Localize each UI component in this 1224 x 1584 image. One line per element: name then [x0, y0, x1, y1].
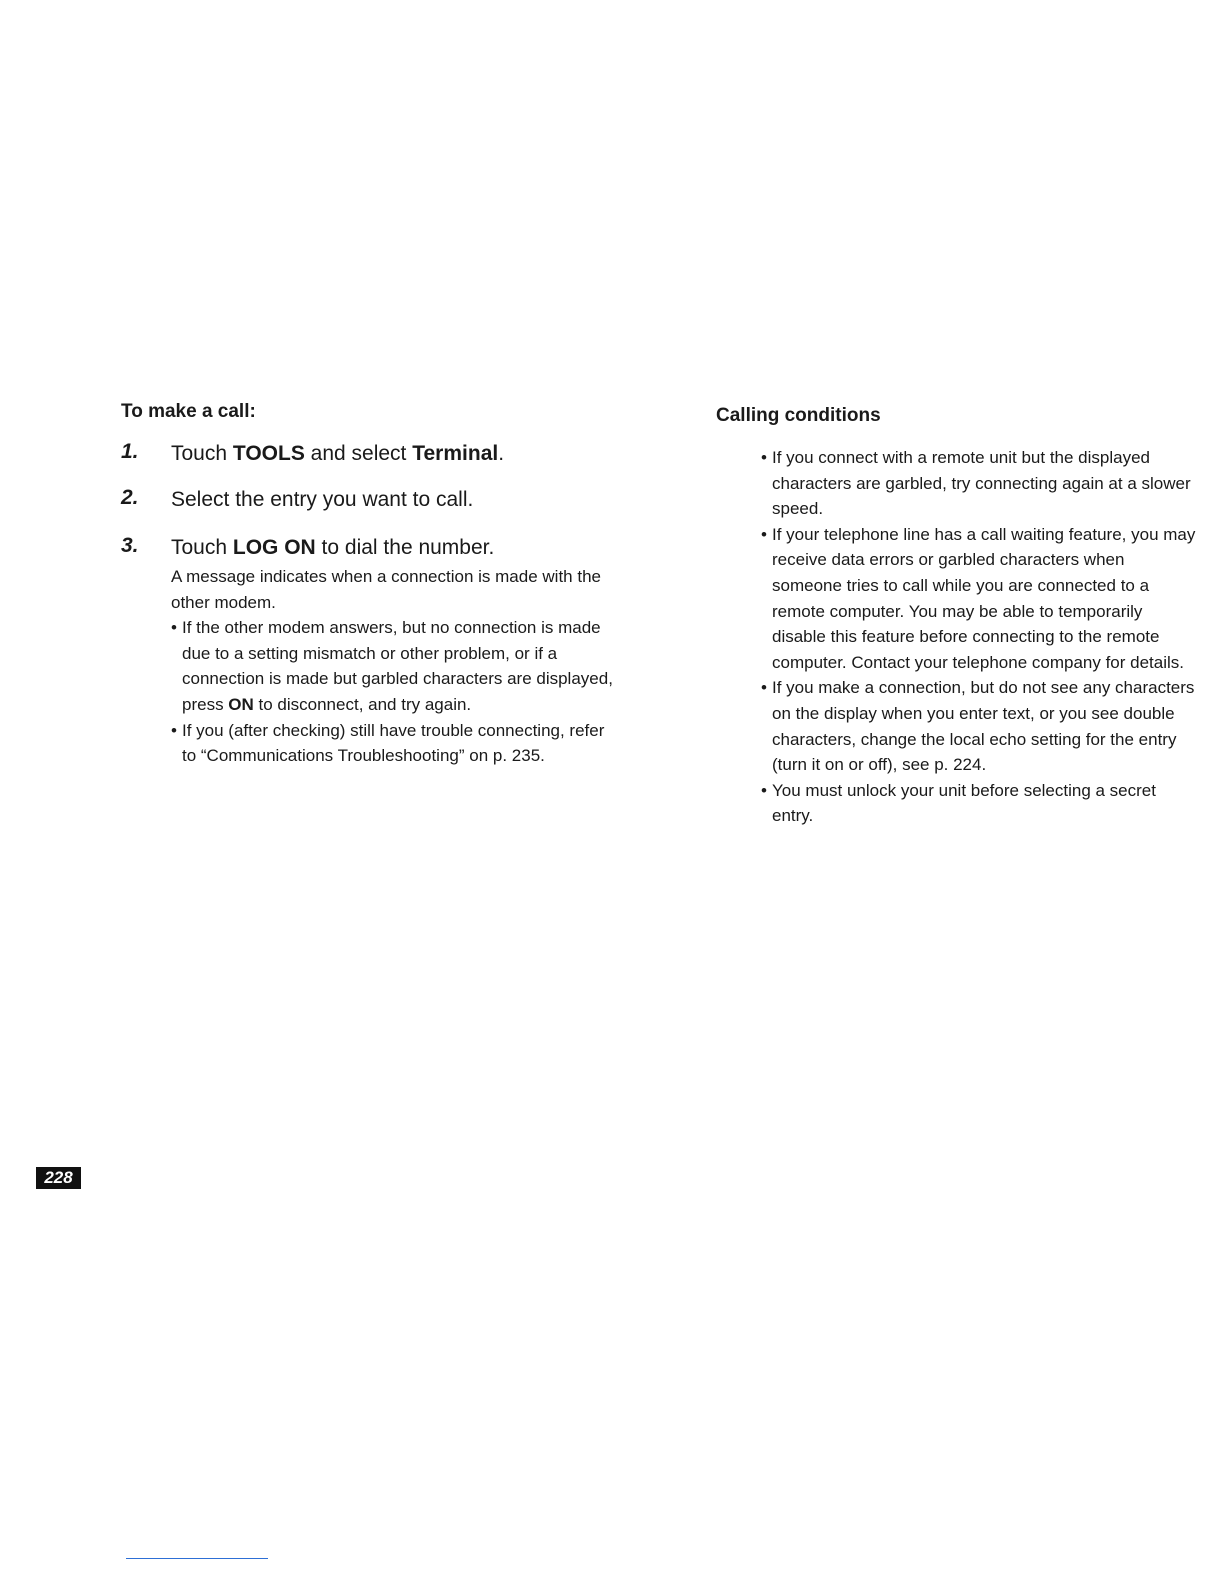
bullet-icon: • [761, 780, 767, 800]
step-text-part: Touch [171, 442, 233, 465]
bullet-icon: • [171, 618, 177, 638]
bullet-text: If your telephone line has a call waiting feature, you may receive data errors or garbled characters when someone tries to call while you are connected to a remote computer. You may be able to temporarily disable this feature before connecting to the remote computer. Contact your telephone company for details. [772, 524, 1196, 672]
section-heading-make-call: To make a call: [121, 401, 256, 422]
step-1-text [171, 440, 621, 468]
bullet-text: You must unlock your unit before selecting a secret entry. [772, 780, 1156, 826]
step-number: 3. [121, 534, 139, 557]
bullet-text: If you make a connection, but do not see any characters on the display when you enter text, or you see double characters, change the local echo setting for the entry (turn it on or off), see p. 224. [772, 678, 1195, 775]
footer-divider [126, 1558, 268, 1559]
step-text-part: . [498, 442, 505, 465]
left-column [121, 398, 621, 769]
step-2-text: Select the entry you want to call. [171, 488, 474, 511]
page-number: 228 [36, 1167, 81, 1189]
list-item [761, 778, 1196, 829]
step-number: 2. [121, 486, 139, 509]
keyword-on: ON [228, 694, 254, 714]
step-text-part: to dial the number. [315, 536, 495, 559]
bullet-text: If you connect with a remote unit but the displayed characters are garbled, try connecting again at a slower speed. [772, 448, 1191, 519]
bullet-icon: • [761, 448, 767, 467]
bullet-text: If you (after checking) still have trouble connecting, refer to “Communications Troubleshooting” on p. 235. [182, 720, 605, 766]
keyword-terminal: Terminal [412, 442, 499, 465]
calling-conditions-list [761, 445, 1196, 829]
step-text-part: Touch [171, 536, 233, 559]
list-item [761, 445, 1196, 522]
bullet-text: to disconnect, and try again. [253, 694, 472, 714]
list-item [171, 718, 621, 769]
keyword-tools: TOOLS [232, 442, 305, 465]
bullet-icon: • [171, 720, 177, 740]
step-3 [121, 534, 621, 769]
bullet-icon: • [761, 524, 767, 544]
step-text-part: and select [304, 442, 413, 465]
list-item [761, 522, 1196, 676]
step-3-text [171, 534, 621, 562]
list-item [171, 615, 621, 717]
bullet-text: If the other modem answers, but no connection is made due to a setting mismatch or other problem, or if a connection is made but garbled characters are displayed, press [182, 618, 613, 714]
step-1 [121, 440, 621, 468]
list-item [761, 675, 1196, 777]
section-heading-calling-conditions: Calling conditions [716, 405, 881, 426]
step-3-bullets [171, 615, 621, 769]
keyword-log-on: LOG ON [232, 536, 316, 559]
step-2 [121, 486, 621, 514]
bullet-icon: • [761, 678, 767, 698]
step-3-description: A message indicates when a connection is made with the other modem. [171, 567, 601, 612]
step-number: 1. [121, 440, 139, 463]
right-column [716, 402, 1196, 829]
